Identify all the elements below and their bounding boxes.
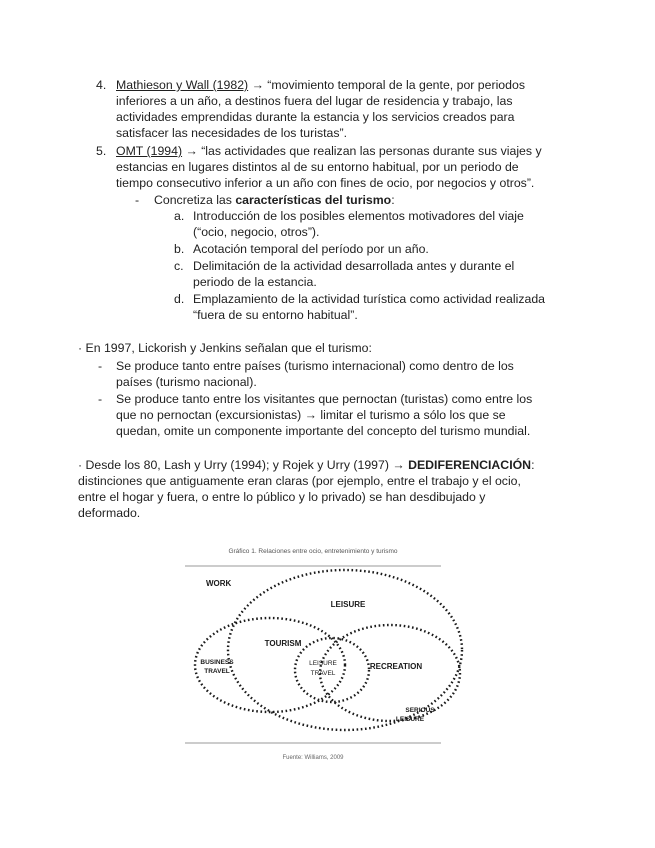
item5-ref-link[interactable]: OMT (1994) <box>116 144 183 158</box>
sub-c-line-2: periodo de la estancia. <box>193 275 317 289</box>
bullet1-line-1: Se produce tanto entre países (turismo internacional) como dentro de los <box>116 359 514 373</box>
section80-line-3: entre el hogar y fuera, o entre lo público y lo privado) se han desdibujado y <box>78 490 486 504</box>
diagram-caption: Gráfico 1. Relaciones entre ocio, entretenimiento y turismo <box>228 548 398 555</box>
sub-d-line-2: “fuera de su entorno habitual”. <box>193 308 358 322</box>
bullet2-dash: - <box>98 392 103 406</box>
bullet1-dash: - <box>98 359 103 373</box>
arrow-icon: → <box>185 144 198 158</box>
section80-line-2: distinciones que antiguamente eran claras (por ejemplo, entre el trabajo y el ocio, <box>78 474 521 488</box>
label-serious: SERIOUS <box>405 707 435 714</box>
item5-line-2: estancias en lugares distintos al de su entorno habitual, por un periodo de <box>116 160 519 174</box>
sub-heading-bold: características del turismo <box>235 193 392 207</box>
item5-number: 5. <box>96 144 107 158</box>
label-leisure-travel-2: TRAVEL <box>310 670 336 677</box>
item4-line-4: satisfacer las necesidades de los turistas”. <box>116 126 348 140</box>
diagram-source: Fuente: Williams, 2009 <box>282 755 344 761</box>
section80-line-1: · Desde los 80, Lash y Urry (1994); y Rojek y Urry (1997) → DEDIFERENCIACIÓN: <box>78 458 535 472</box>
sub-d-letter: d. <box>174 292 185 306</box>
sub-a-line-1: Introducción de los posibles elementos motivadores del viaje <box>193 209 524 223</box>
item4-text-1: “movimiento temporal de la gente, por periodos <box>267 78 525 92</box>
section80-line-4: deformado. <box>78 506 141 520</box>
item4-line-3: actividades emprendidas durante la estancia y los servicios creados para <box>116 110 515 124</box>
item4-line-2: inferiores a un año, a destinos fuera del lugar de residencia y trabajo, las <box>116 94 513 108</box>
sub-dash: - <box>135 193 140 207</box>
sub-d-line-1: Emplazamiento de la actividad turística como actividad realizada <box>193 292 546 306</box>
sub-c-line-1: Delimitación de la actividad desarrollada antes y durante el <box>193 259 515 273</box>
bullet2-line-3: quedan, omite un componente importante del concepto del turismo mundial. <box>116 424 531 438</box>
recreation-ellipse <box>320 625 460 721</box>
bullet2-line-1: Se produce tanto entre los visitantes que pernoctan (turistas) como entre los <box>116 392 533 406</box>
sub-c-letter: c. <box>174 259 184 273</box>
label-serious-leisure: LEISURE <box>395 716 425 723</box>
label-work: WORK <box>206 579 232 588</box>
label-business: BUSINESS <box>200 659 234 666</box>
item5-text-1: “las actividades que realizan las personas durante sus viajes y <box>201 144 542 158</box>
sub-heading: Concretiza las características del turismo: <box>154 193 395 207</box>
section1997-intro: · En 1997, Lickorish y Jenkins señalan que el turismo: <box>78 341 372 355</box>
sub-b-line-1: Acotación temporal del período por un año. <box>193 242 429 256</box>
item4-ref-link[interactable]: Mathieson y Wall (1982) <box>116 78 249 92</box>
label-tourism: TOURISM <box>264 639 302 648</box>
sub-a-line-2: (“ocio, negocio, otros”). <box>193 225 320 239</box>
item5-line-3: tiempo consecutivo inferior a un año con fines de ocio, por negocios y otros”. <box>116 176 535 190</box>
label-recreation: RECREATION <box>369 662 423 671</box>
label-leisure-travel-1: LEISURE <box>309 660 337 667</box>
item4-number: 4. <box>96 78 107 92</box>
leisure-ellipse <box>228 570 462 730</box>
sub-a-letter: a. <box>174 209 185 223</box>
sub-b-letter: b. <box>174 242 185 256</box>
dediferenciacion-term: DEDIFERENCIACIÓN <box>408 458 532 472</box>
label-leisure: LEISURE <box>330 600 366 609</box>
arrow-icon: → <box>251 78 264 92</box>
bullet2-line-2: que no pernoctan (excursionistas) → limitar el turismo a sólo los que se <box>116 408 506 422</box>
bullet1-line-2: países (turismo nacional). <box>116 375 257 389</box>
label-business-travel: TRAVEL <box>204 668 230 675</box>
